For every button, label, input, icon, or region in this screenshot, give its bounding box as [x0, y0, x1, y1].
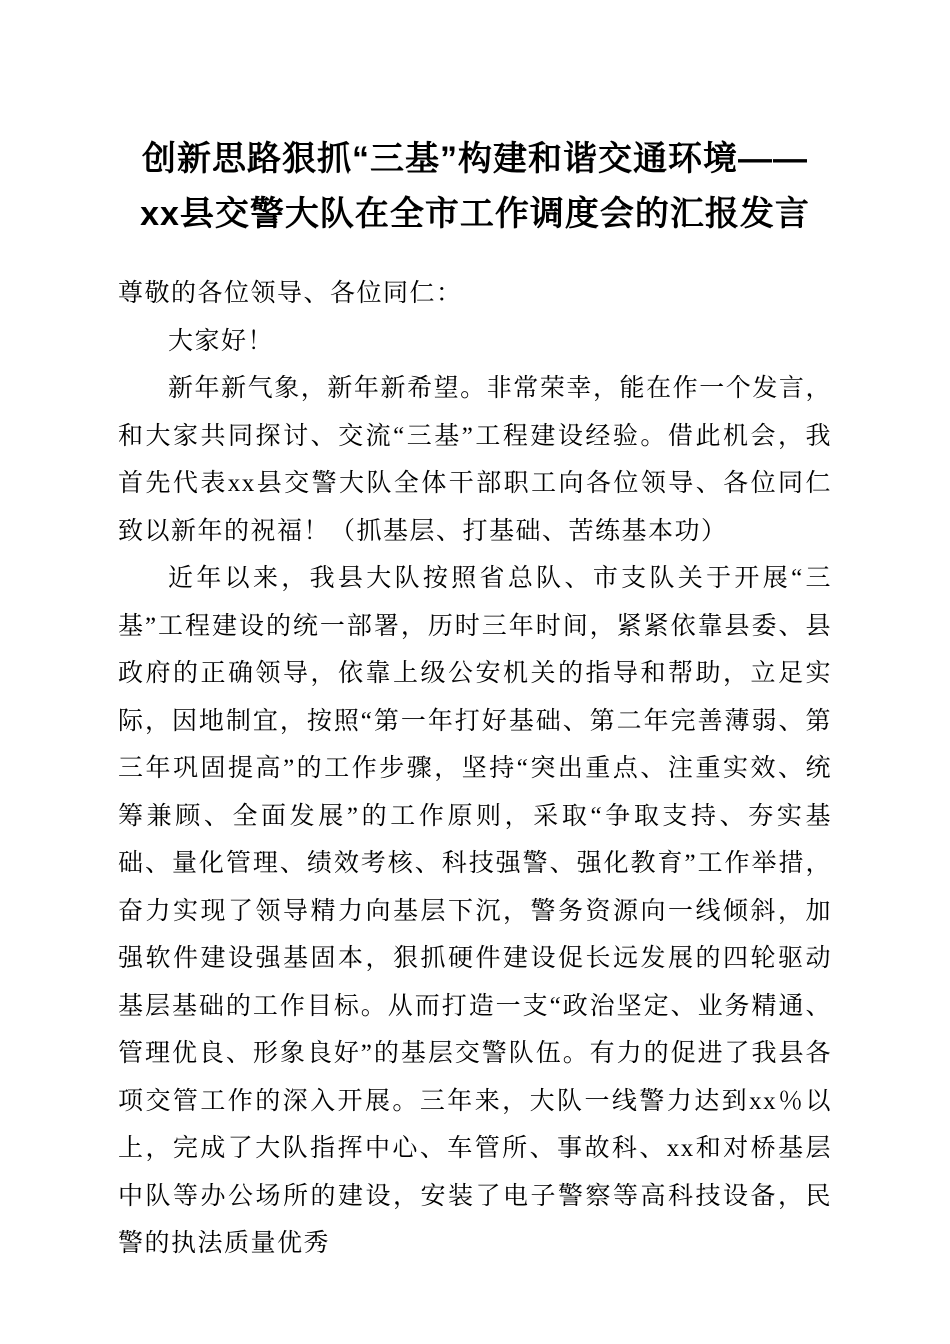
document-title [118, 132, 832, 242]
paragraph-greeting: 大家好！ [168, 327, 275, 355]
paragraph-salutation: 尊敬的各位领导、各位同仁： [118, 280, 463, 307]
title-line-1: 创新思路狠抓“三基”构建和谐交通环境—— [142, 140, 808, 178]
paragraph-main: 近年以来，我县大队按照省总队、市支队关于开展“三基”工程建设的统一部署，历时三年时间，紧紧依靠县委、县政府的正确领导，依靠上级公安机关的指导和帮助，立足实际，因地制宜，按照“第一年打好基础、第二年完善薄弱、第三年巩固提高”的工作步骤，坚持“突出重点、注重实效、统筹兼顾、全面发展”的工作原则，采取“争取支持、夯实基础、量化管理、绩效考核、科技强警、强化教育”工作举措，奋力实现了领导精力向基层下沉，警务资源向一线倾斜，加强软件建设强基固本，狠抓硬件建设促长远发展的四轮驱动基层基础的工作目标。从而打造一支“政治坚定、业务精通、管理优良、形象良好”的基层交警队伍。有力的促进了我县各项交管工作的深入开展。三年来，大队一线警力达到xx％以上，完成了大队指挥中心、车管所、事故科、xx和对桥基层中队等办公场所的建设，安装了电子警察等高科技设备，民警的执法质量优秀 [118, 565, 832, 1257]
paragraph-intro: 新年新气象，新年新希望。非常荣幸，能在作一个发言，和大家共同探讨、交流“三基”工程建设经验。借此机会，我首先代表xx县交警大队全体干部职工向各位领导、各位同仁致以新年的祝福！（抓基层、打基础、苦练基本功） [118, 375, 832, 545]
document-body [118, 270, 832, 1268]
title-line-2: xx县交警大队在全市工作调度会的汇报发言 [140, 195, 810, 233]
